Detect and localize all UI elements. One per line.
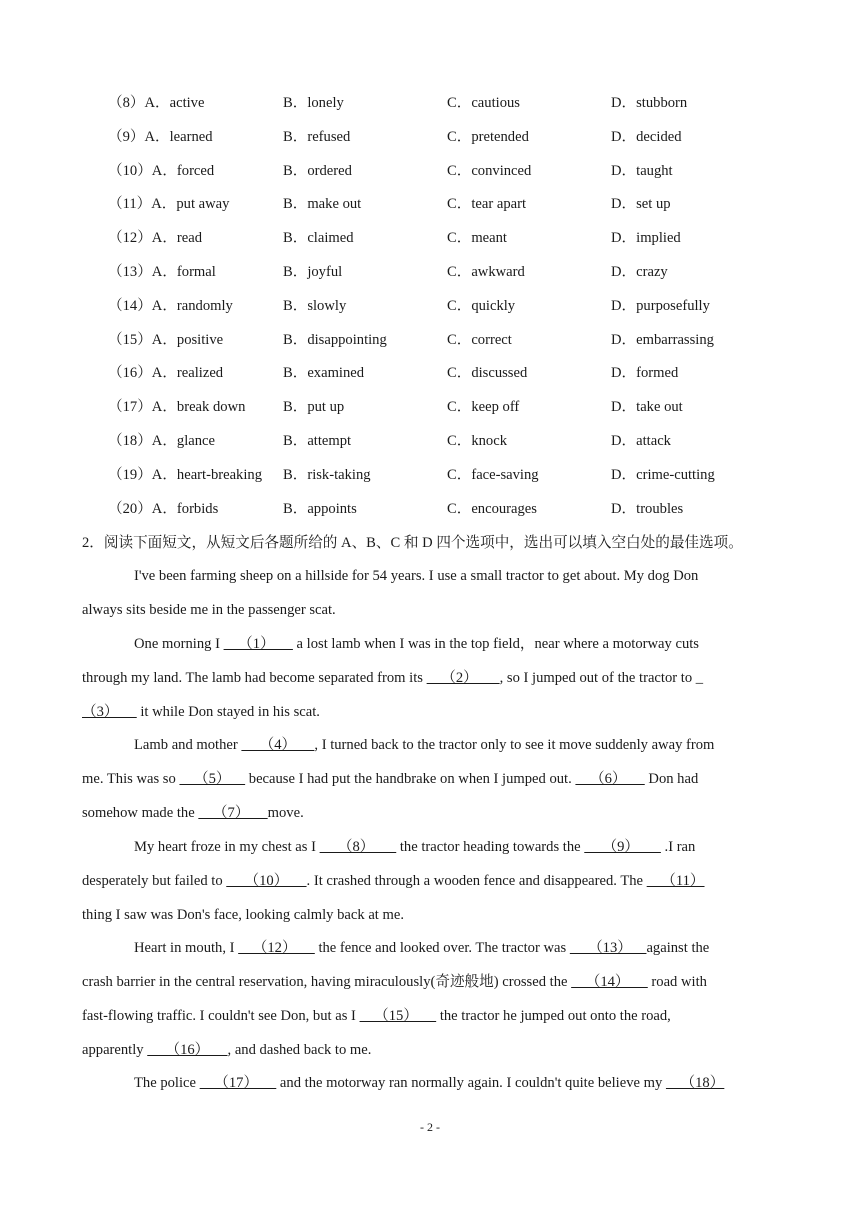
passage-text: .I ran [660, 839, 696, 855]
blank-9: （9） [584, 839, 661, 855]
passage-line [82, 902, 404, 928]
blank-15: （15） [359, 1008, 437, 1024]
passage-text: . It crashed through a wooden fence and disappeared. The [306, 873, 647, 889]
blank-18: （18） [665, 1075, 725, 1091]
option-row [108, 158, 808, 192]
passage-text: it while Don stayed in his scat. [136, 704, 320, 720]
option-d: D．attack [611, 432, 671, 449]
passage-text: the tractor heading towards the [396, 839, 585, 855]
option-d: D．taught [611, 162, 673, 179]
option-a: （19）A．heart-breaking [108, 466, 262, 483]
option-b: B．risk-taking [283, 466, 371, 483]
option-b: B．lonely [283, 95, 344, 111]
passage-text: Don had [644, 771, 699, 787]
option-a: （12）A．read [108, 230, 203, 247]
passage-text: the fence and looked over. The tractor was [314, 940, 570, 956]
passage-text: road with [647, 974, 707, 990]
passage-line [134, 1070, 724, 1096]
passage-text: always sits beside me in the passenger scat. [82, 602, 336, 618]
option-d: D．take out [611, 399, 683, 416]
blank-11: （11） [646, 873, 705, 889]
passage-line [82, 665, 703, 691]
passage-line [82, 868, 705, 894]
passage-text: through my land. The lamb had become separated from its [82, 670, 427, 686]
blank-10: （10） [226, 873, 307, 889]
passage-text: My heart froze in my chest as I [134, 839, 320, 855]
option-a: （16）A．realized [108, 365, 224, 382]
passage-text: thing I saw was Don's face, looking calmly back at me. [82, 907, 404, 923]
blank-6: （6） [575, 771, 645, 787]
option-c: C．face-saving [447, 466, 539, 483]
blank-12: （12） [238, 940, 315, 956]
option-b: B．joyful [283, 263, 343, 280]
options-table [108, 90, 808, 529]
option-c: C．quickly [447, 297, 516, 314]
option-a: （9）A．learned [108, 128, 213, 145]
option-a: （18）A．glance [108, 432, 215, 449]
option-c: C．awkward [447, 263, 525, 280]
passage-text: The police [134, 1075, 200, 1091]
option-d: D．crime-cutting [611, 466, 715, 483]
option-d: D．formed [611, 365, 679, 382]
blank-8: （8） [319, 839, 397, 855]
passage-line [82, 766, 698, 792]
option-c: C．convinced [447, 162, 532, 179]
passage-text: against the [646, 940, 710, 956]
passage-line [82, 699, 320, 725]
passage-line [82, 800, 304, 826]
blank-7: （7） [198, 805, 268, 821]
blank-3: （3） [82, 704, 137, 720]
passage-text: _ [695, 670, 704, 686]
option-row [108, 259, 808, 293]
option-row [108, 462, 808, 496]
option-a: （13）A．formal [108, 263, 216, 280]
passage-line [134, 935, 709, 961]
option-b: B．ordered [283, 162, 352, 179]
option-d: D．decided [611, 128, 682, 145]
option-row [108, 327, 808, 361]
option-a: （8）A．active [108, 95, 205, 111]
passage-text: crash barrier in the central reservation, having miraculously(奇迹般地) crossed the [82, 974, 572, 990]
option-b: B．put up [283, 399, 345, 416]
passage-line [82, 597, 336, 623]
option-d: D．embarrassing [611, 331, 714, 348]
passage-line [134, 834, 695, 860]
option-c: C．correct [447, 331, 512, 348]
option-b: B．make out [283, 196, 362, 213]
passage-line [134, 732, 714, 758]
option-c: C．cautious [447, 95, 520, 111]
option-b: B．refused [283, 128, 351, 145]
passage-text: One morning I [134, 636, 224, 652]
passage-text: move. [267, 805, 304, 821]
option-b: B．slowly [283, 297, 347, 314]
option-row [108, 360, 808, 394]
option-c: C．meant [447, 230, 507, 247]
option-b: B．appoints [283, 500, 357, 517]
option-b: B．disappointing [283, 331, 387, 348]
option-c: C．encourages [447, 500, 537, 517]
blank-2: （2） [426, 670, 500, 686]
option-d: D．implied [611, 230, 681, 247]
blank-13: （13） [569, 940, 647, 956]
passage-line [82, 1003, 671, 1029]
passage-text: Heart in mouth, I [134, 940, 239, 956]
blank-17: （17） [199, 1075, 277, 1091]
option-row [108, 225, 808, 259]
passage-text: somehow made the [82, 805, 199, 821]
option-b: B．attempt [283, 432, 352, 449]
passage-line [82, 1037, 371, 1063]
option-d: D．set up [611, 196, 671, 213]
option-a: （10）A．forced [108, 162, 215, 179]
option-d: D．purposefully [611, 297, 710, 314]
passage-text: me. This was so [82, 771, 180, 787]
question-2-heading: 2．阅读下面短文，从短文后各题所给的 A、B、C 和 D 四个选项中，选出可以填入空白处的最佳选项。 [82, 535, 743, 551]
passage-text: because I had put the handbrake on when I jumped out. [245, 771, 576, 787]
passage-text: the tractor he jumped out onto the road, [436, 1008, 671, 1024]
blank-4: （4） [241, 737, 315, 753]
option-c: C．knock [447, 432, 507, 449]
blank-5: （5） [179, 771, 246, 787]
passage-line [134, 631, 699, 657]
passage-text: a lost lamb when I was in the top field，near where a motorway cuts [292, 636, 699, 652]
option-a: （11）A．put away [108, 196, 230, 213]
option-b: B．examined [283, 365, 365, 382]
option-row [108, 394, 808, 428]
passage-text: , so I jumped out of the tractor to [499, 670, 696, 686]
option-row [108, 428, 808, 462]
passage-text: , I turned back to the tractor only to see it move suddenly away from [314, 737, 715, 753]
passage-text: Lamb and mother [134, 737, 242, 753]
passage-text: , and dashed back to me. [227, 1042, 372, 1058]
option-row [108, 191, 808, 225]
option-row [108, 496, 808, 530]
option-a: （15）A．positive [108, 331, 224, 348]
blank-14: （14） [571, 974, 648, 990]
option-a: （17）A．break down [108, 399, 246, 416]
option-row [108, 90, 808, 124]
option-c: C．pretended [447, 128, 529, 145]
option-c: C．tear apart [447, 196, 527, 213]
option-row [108, 293, 808, 327]
option-d: D．troubles [611, 500, 684, 517]
option-a: （20）A．forbids [108, 500, 219, 517]
passage-text: I've been farming sheep on a hillside for 54 years. I use a small tractor to get about. My dog Don [134, 568, 699, 584]
option-b: B．claimed [283, 230, 354, 247]
passage-text: and the motorway ran normally again. I couldn't quite believe my [276, 1075, 666, 1091]
passage-line [82, 969, 707, 995]
passage-text: apparently [82, 1042, 148, 1058]
passage-text: fast-flowing traffic. I couldn't see Don, but as I [82, 1008, 360, 1024]
passage-text: desperately but failed to [82, 873, 227, 889]
blank-16: （16） [147, 1042, 228, 1058]
option-a: （14）A．randomly [108, 297, 233, 314]
option-row [108, 124, 808, 158]
option-c: C．keep off [447, 399, 520, 416]
passage-line [134, 563, 698, 589]
blank-1: （1） [223, 636, 293, 652]
option-d: D．stubborn [611, 95, 688, 111]
option-d: D．crazy [611, 263, 668, 280]
page-number: - 2 - [420, 1120, 440, 1134]
option-c: C．discussed [447, 365, 528, 382]
